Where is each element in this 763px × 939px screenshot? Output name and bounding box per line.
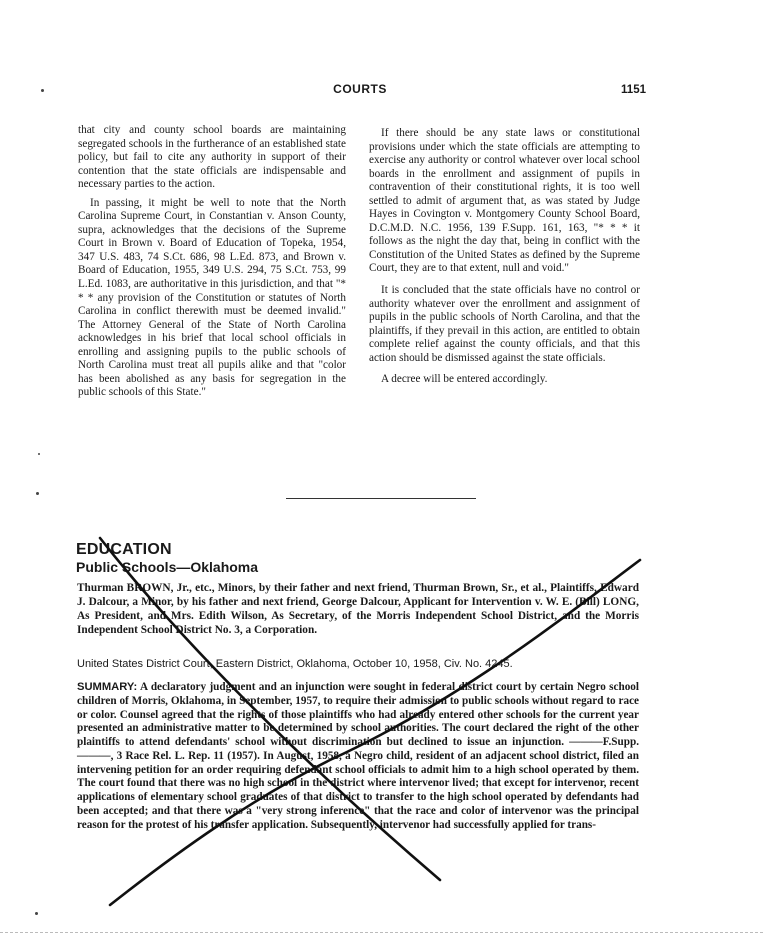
case-summary xyxy=(77,681,639,832)
running-header: COURTS xyxy=(333,82,387,96)
right-paragraph-1: If there should be any state laws or constitutional provisions under which the state officials are attempting to exercise any authority or control whatever over local school boards in the enrollment and assignment of pupils in contravention of their constitutional rights, it is too well settled to admit of argument that, as was stated by Judge Hayes in Covington v. Montgomery County School Board, D.C.M.D. N.C. 1956, 139 F.Supp. 161, 163, "* * * it follows as the night the day that, being in conflict with the Constitution of the United States as defined by the Supreme Court, they are to that extent, null and void." xyxy=(369,127,640,275)
scan-edge xyxy=(0,932,763,933)
left-column xyxy=(78,124,346,405)
case-parties: Thurman BROWN, Jr., etc., Minors, by their father and next friend, Thurman Brown, Sr., et al., Plaintiffs, Edward J. Dalcour, a Minor, by his father and next friend, George Dalcour, Applicant for Intervention v. W. E. (Bill) LONG, As President, and Mrs. Edith Wilson, As Secretary, of the Morris Independent School District, and the Morris Independent School District No. 3, a Corporation. xyxy=(77,582,639,636)
section-heading: EDUCATION xyxy=(76,541,172,558)
section-subheading: Public Schools—Oklahoma xyxy=(76,559,259,575)
left-paragraph-2: In passing, it might be well to note that the North Carolina Supreme Court, in Constantian v. Anson County, supra, acknowledges that the decisions of the Supreme Court in Brown v. Board of Education of Topeka, 1954, 347 U.S. 483, 74 S.Ct. 686, 98 L.Ed. 873, and Brown v. Board of Education, 1955, 349 U.S. 294, 75 S.Ct. 753, 99 L.Ed. 1083, are authoritative in this jurisdiction, and that "* * * any provision of the Constitution or statutes of North Carolina in conflict therewith must be deemed invalid." The Attorney General of the State of North Carolina acknowledges in his brief that local school officials in enrolling and assigning pupils to the public schools of North Carolina must treat all pupils alike and that "color has been abolished as any basis for segregation in the public schools of this State." xyxy=(78,196,346,399)
scan-speck xyxy=(35,912,38,915)
case-court-citation: United States District Court, Eastern District, Oklahoma, October 10, 1958, Civ. No. 4245. xyxy=(77,658,513,670)
page-number: 1151 xyxy=(621,84,646,96)
right-column xyxy=(369,127,640,395)
section-divider xyxy=(286,498,476,499)
summary-label: SUMMARY: xyxy=(77,681,138,693)
left-paragraph-1: that city and county school boards are maintaining segregated schools in the furtherance of an established state policy, but fail to cite any authority in support of their contention that the state officials are indispensable and necessary parties to the action. xyxy=(78,124,346,191)
summary-text: A declaratory judgment and an injunction were sought in federal district court by certain Negro school children of Morris, Oklahoma, in September, 1957, to require their admission to public schools without regard to race or color. Counsel agreed that the rights of those plaintiffs who had already entered other schools for the current year presented an administrative matter to be determined by school authorities. The court declared the right of the other plaintiffs to attend defendants' school without discrimination but declined to issue an injunction. ———F.Supp.———, 3 Race Rel. L. Rep. 11 (1957). In August, 1958, a Negro child, resident of an adjacent school district, filed an intervening petition for an order requiring defendant school officials to admit him to a high school operated by them. The court found that there was no high school in the district where intervenor lived; that except for intervenor, recent applications of elementary school graduates of that district to transfer to the high school operated by defendants had been accepted; and that there was a "very strong inference" that the race and color of intervenor was the principal reason for the protest of his transfer application. Subsequently, intervenor had successfully applied for trans- xyxy=(77,681,640,831)
right-paragraph-3: A decree will be entered accordingly. xyxy=(381,373,548,386)
right-paragraph-2: It is concluded that the state officials have no control or authority whatever over the enrollment and assignment of pupils in the public schools of North Carolina, and that the plaintiffs, if they prevail in this action, are entitled to obtain complete relief against the county officials, and that this action should be dismissed against the state officials. xyxy=(369,284,640,364)
scan-speck xyxy=(41,89,44,92)
scan-speck xyxy=(38,453,40,455)
scan-speck xyxy=(36,492,39,495)
section-heading-block xyxy=(76,540,258,576)
